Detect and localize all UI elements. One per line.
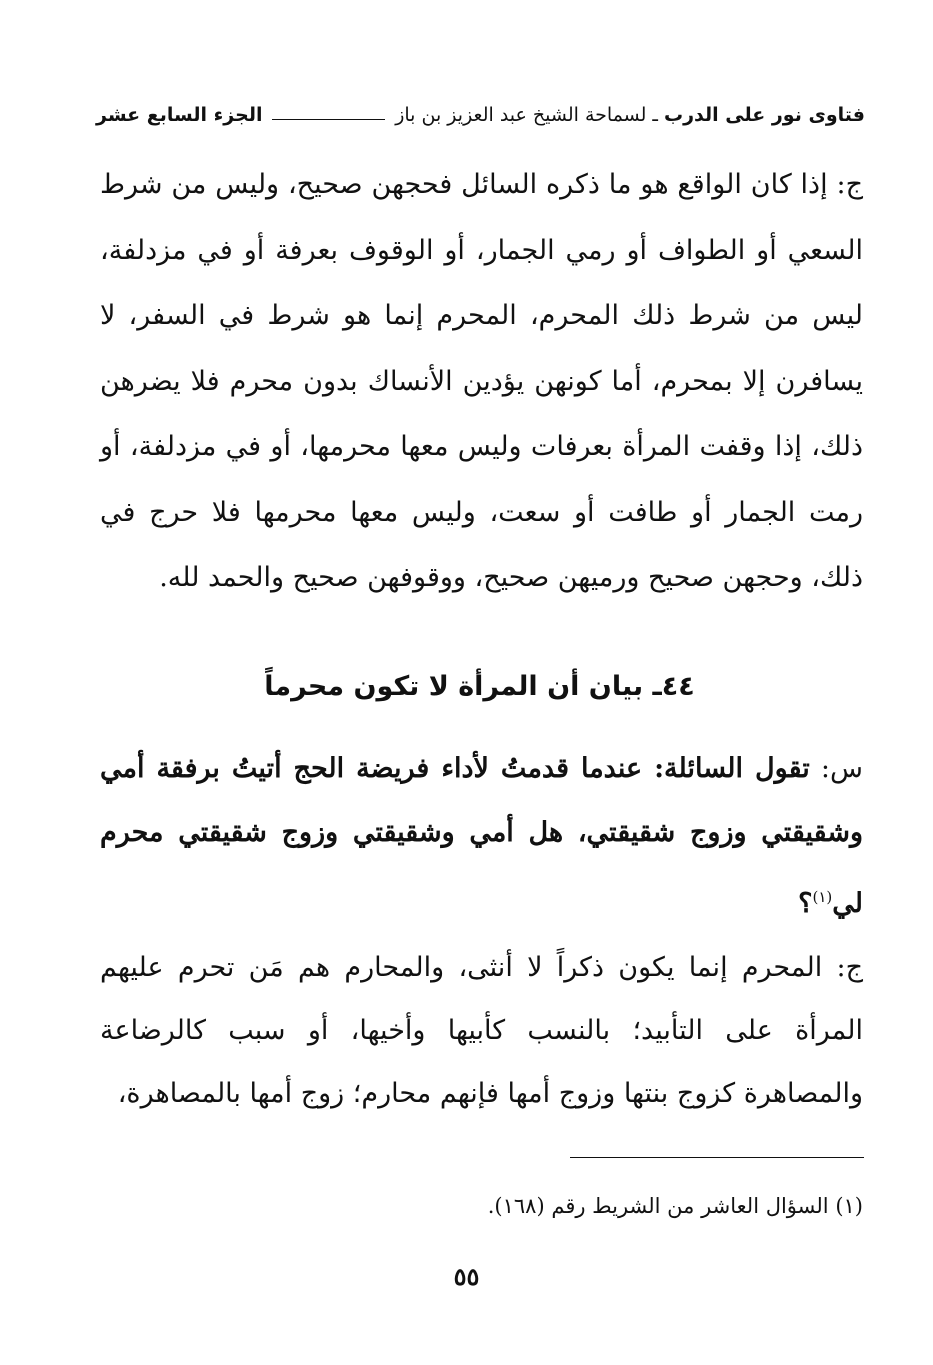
answer-text: المحرم إنما يكون ذكراً لا أنثى، والمحارم هم مَن تحرم عليهم المرأة على التأبيد؛ بالنسب كأبيها وأخيها، أو سبب كالرضاعة والمصاهرة كزوج بنتها وزوج أمها فإنهم محارم؛ زوج أمها بالمصاهرة، xyxy=(100,952,863,1109)
answer-label: ج: xyxy=(836,952,863,983)
footnote-marker: (١) xyxy=(835,1194,863,1218)
footnote-text: السؤال العاشر من الشريط رقم (١٦٨). xyxy=(487,1194,829,1218)
header-book-title: فتاوى نور على الدرب xyxy=(664,104,865,126)
running-header xyxy=(96,95,865,135)
answer-label: ج: xyxy=(836,169,863,200)
question-mark: ؟ xyxy=(798,888,813,919)
header-part: الجزء السابع عشر xyxy=(96,104,263,126)
header-rule xyxy=(272,119,385,120)
answer-paragraph-2 xyxy=(100,936,863,1125)
footnote-rule xyxy=(570,1157,864,1158)
answer-text: إذا كان الواقع هو ما ذكره السائل فحجهن صحيح، وليس من شرط السعي أو الطواف أو رمي الجمار، أو الوقوف بعرفة أو في مزدلفة، ليس من شرط ذلك المحرم، المحرم إنما هو شرط في السفر، لا يسافرن إلا بمحرم، أما كونهن يؤدين الأنساك بدون محرم فلا يضرهن ذلك، إذا وقفت المرأة بعرفات وليس معها محرمها، أو في مزدلفة، أو رمت الجمار أو طافت أو سعت، وليس معها محرمها فلا حرج في ذلك، وحجهن صحيح ورميهن صحيح، ووقوفهن صحيح والحمد لله. xyxy=(100,169,863,593)
answer-paragraph-1 xyxy=(100,152,863,611)
section-title-text: بيان أن المرأة لا تكون محرماً xyxy=(264,671,644,702)
page-number: ٥٥ xyxy=(453,1262,480,1291)
question-label: س: xyxy=(820,753,863,784)
section-number: ٤٤ xyxy=(661,671,695,702)
footnote-reference: (١) xyxy=(812,888,833,906)
header-author: لسماحة الشيخ عبد العزيز بن باز xyxy=(395,104,647,126)
footnote xyxy=(100,1190,863,1222)
header-separator: ـ xyxy=(652,104,658,126)
section-dash: ـ xyxy=(652,671,662,702)
question-text: تقول السائلة: عندما قدمتُ لأداء فريضة الحج أتيتُ برفقة أمي وشقيقتي وزوج شقيقتي، هل أمي وشقيقتي وزوج شقيقتي محرم لي xyxy=(100,753,863,919)
question-paragraph xyxy=(100,737,863,936)
section-heading xyxy=(96,662,863,712)
